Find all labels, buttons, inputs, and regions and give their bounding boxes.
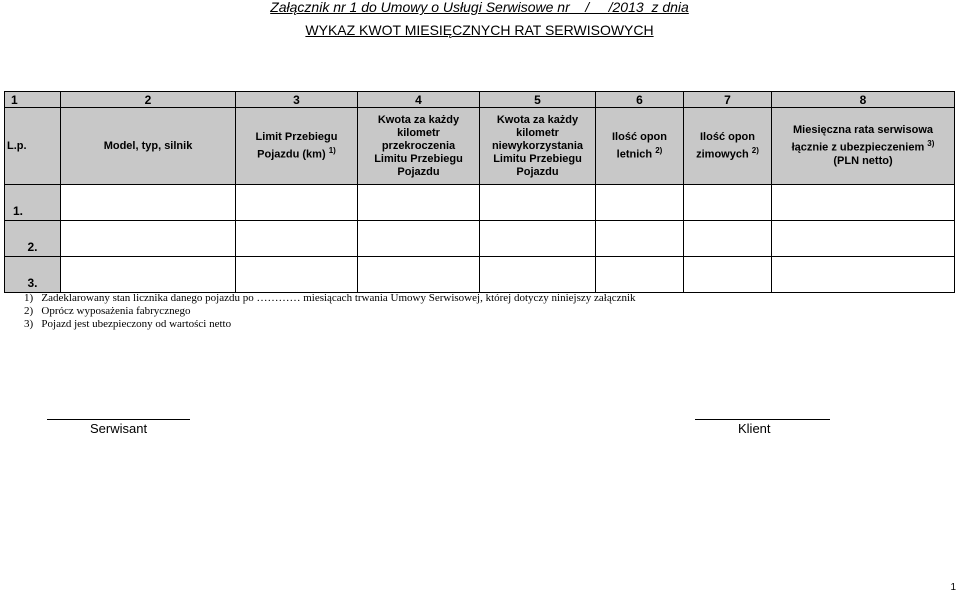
table-row xyxy=(5,257,955,293)
footnote-ref: 2) xyxy=(751,145,759,155)
table-cell[interactable] xyxy=(480,257,596,293)
column-number: 8 xyxy=(772,92,955,108)
header-monthly-rate xyxy=(772,108,955,185)
table-cell[interactable] xyxy=(684,221,772,257)
table-cell[interactable] xyxy=(358,185,480,221)
column-number: 3 xyxy=(236,92,358,108)
header-limit-text: Limit Przebiegu Pojazdu (km) xyxy=(255,130,338,161)
signature-line-left xyxy=(47,419,190,420)
table-cell[interactable] xyxy=(480,221,596,257)
row-number: 1. xyxy=(5,185,61,221)
installments-table xyxy=(4,91,955,293)
column-number: 2 xyxy=(61,92,236,108)
table-cell[interactable] xyxy=(480,185,596,221)
table-cell[interactable] xyxy=(772,257,955,293)
table-cell[interactable] xyxy=(596,221,684,257)
row-number: 2. xyxy=(5,221,61,257)
header-model: Model, typ, silnik xyxy=(61,108,236,185)
footnote-number: 2) xyxy=(24,305,34,317)
header-kwota-unused: Kwota za każdy kilometr niewykorzystania Limitu Przebiegu Pojazdu xyxy=(480,108,596,185)
table-row xyxy=(5,185,955,221)
column-number: 7 xyxy=(684,92,772,108)
column-number: 1 xyxy=(5,92,61,108)
footnote-1 xyxy=(24,292,636,305)
row-number: 3. xyxy=(5,257,61,293)
table-cell[interactable] xyxy=(236,185,358,221)
table-cell[interactable] xyxy=(358,257,480,293)
header-row xyxy=(5,108,955,185)
table-cell[interactable] xyxy=(61,257,236,293)
table-cell[interactable] xyxy=(61,221,236,257)
page-number: 1 xyxy=(950,582,956,593)
column-number: 4 xyxy=(358,92,480,108)
table-cell[interactable] xyxy=(236,257,358,293)
document-subtitle: WYKAZ KWOT MIESIĘCZNYCH RAT SERWISOWYCH xyxy=(305,22,654,38)
header-monthly-net: (PLN netto) xyxy=(833,154,893,167)
table-cell[interactable] xyxy=(596,257,684,293)
footnote-text: Pojazd jest ubezpieczony od wartości netto xyxy=(41,318,232,330)
header-limit xyxy=(236,108,358,185)
footnote-ref: 2) xyxy=(655,145,663,155)
table-cell[interactable] xyxy=(61,185,236,221)
footnotes xyxy=(24,292,636,331)
footnote-number: 1) xyxy=(24,292,34,304)
footnote-ref: 3) xyxy=(927,139,935,149)
table-cell[interactable] xyxy=(772,185,955,221)
signature-label-klient: Klient xyxy=(738,421,771,436)
header-summer-text: Ilość opon letnich xyxy=(612,130,667,161)
header-monthly-text: Miesięczna rata serwisowa łącznie z ubezpieczeniem xyxy=(791,124,933,154)
column-number-row xyxy=(5,92,955,108)
footnote-text: Zadeklarowany stan licznika danego pojazdu po ………… miesiącach trwania Umowy Serwisowej, której dotyczy niniejszy załącznik xyxy=(41,292,636,304)
table-cell[interactable] xyxy=(684,257,772,293)
table-cell[interactable] xyxy=(236,221,358,257)
header-winter-text: Ilość opon zimowych xyxy=(696,130,755,161)
header-lp: L.p. xyxy=(5,108,61,185)
footnote-number: 3) xyxy=(24,318,34,330)
footnote-ref: 1) xyxy=(328,145,336,155)
table-cell[interactable] xyxy=(596,185,684,221)
footnote-text: Oprócz wyposażenia fabrycznego xyxy=(41,305,191,317)
table-row xyxy=(5,221,955,257)
table-cell[interactable] xyxy=(772,221,955,257)
footnote-3 xyxy=(24,318,636,331)
table-cell[interactable] xyxy=(358,221,480,257)
document-title: Załącznik nr 1 do Umowy o Usługi Serwisowe nr / /2013 z dnia xyxy=(270,0,689,15)
table-cell[interactable] xyxy=(684,185,772,221)
column-number: 5 xyxy=(480,92,596,108)
header-kwota-over: Kwota za każdy kilometr przekroczenia Limitu Przebiegu Pojazdu xyxy=(358,108,480,185)
signature-line-right xyxy=(695,419,830,420)
header-summer-tires xyxy=(596,108,684,185)
footnote-2 xyxy=(24,305,636,318)
header-winter-tires xyxy=(684,108,772,185)
signature-label-serwisant: Serwisant xyxy=(90,421,148,436)
column-number: 6 xyxy=(596,92,684,108)
